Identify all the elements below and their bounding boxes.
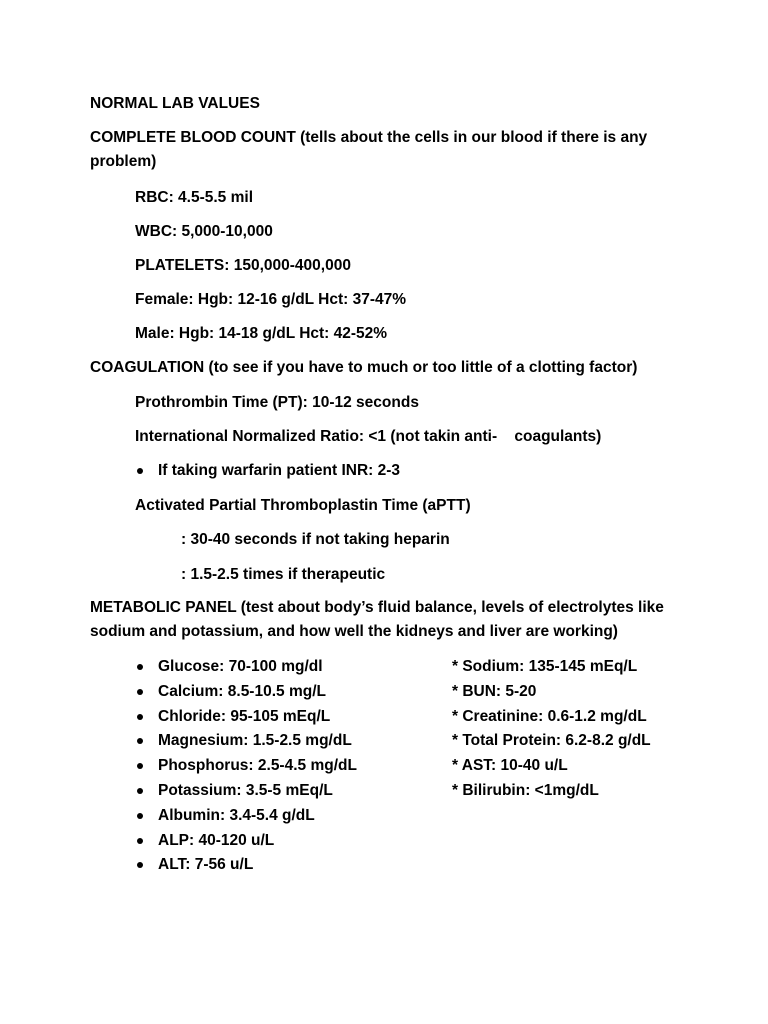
bullet-icon xyxy=(137,738,143,744)
list-item: * Sodium: 135-145 mEq/L xyxy=(452,658,638,675)
bullet-icon xyxy=(137,714,143,720)
list-item: ALP: 40-120 u/L xyxy=(90,830,450,855)
cbc-heading: COMPLETE BLOOD COUNT (tells about the cells in our blood if there is any problem) xyxy=(90,129,648,170)
coag-pt: Prothrombin Time (PT): 10-12 seconds xyxy=(135,394,419,411)
cbc-item-wbc: WBC: 5,000-10,000 xyxy=(135,223,273,240)
list-item: Potassium: 3.5-5 mEq/L xyxy=(90,780,450,805)
bullet-icon xyxy=(137,862,143,868)
list-item: * AST: 10-40 u/L xyxy=(452,757,568,775)
bullet-icon xyxy=(137,664,143,670)
metabolic-left-list xyxy=(90,656,450,879)
cbc-item-platelets: PLATELETS: 150,000-400,000 xyxy=(135,257,351,274)
bullet-icon xyxy=(137,838,143,844)
coag-inr: International Normalized Ratio: <1 (not takin anti- coagulants) xyxy=(135,428,602,445)
list-item: Calcium: 8.5-10.5 mg/L xyxy=(90,681,450,706)
coag-aptt-value-2: : 1.5-2.5 times if therapeutic xyxy=(181,566,386,583)
bullet-icon xyxy=(137,468,143,474)
list-item: * Creatinine: 0.6-1.2 mg/dL xyxy=(452,707,647,725)
list-item: Glucose: 70-100 mg/dl xyxy=(90,656,450,681)
list-item: Magnesium: 1.5-2.5 mg/dL xyxy=(90,730,450,755)
coag-aptt-value-1: : 30-40 seconds if not taking heparin xyxy=(181,531,450,548)
coagulation-heading: COAGULATION (to see if you have to much or too little of a clotting factor) xyxy=(90,359,638,376)
list-item: Chloride: 95-105 mEq/L xyxy=(90,706,450,731)
bullet-icon xyxy=(137,689,143,695)
metabolic-heading: METABOLIC PANEL (test about body’s fluid balance, levels of electrolytes like sodium and potassium, and how well the kidneys and liver are working) xyxy=(90,599,664,640)
bullet-icon xyxy=(137,813,143,819)
list-item: ALT: 7-56 u/L xyxy=(90,854,450,879)
list-item: Albumin: 3.4-5.4 g/dL xyxy=(90,805,450,830)
cbc-item-rbc: RBC: 4.5-5.5 mil xyxy=(135,189,254,206)
list-item: * BUN: 5-20 xyxy=(452,682,537,700)
bullet-icon xyxy=(137,788,143,794)
list-item: Phosphorus: 2.5-4.5 mg/dL xyxy=(90,755,450,780)
cbc-item-female: Female: Hgb: 12-16 g/dL Hct: 37-47% xyxy=(135,291,407,308)
document-title: NORMAL LAB VALUES xyxy=(90,95,260,112)
list-item: * Bilirubin: <1mg/dL xyxy=(452,781,599,799)
metabolic-right-list xyxy=(452,656,752,805)
cbc-item-male: Male: Hgb: 14-18 g/dL Hct: 42-52% xyxy=(135,325,388,342)
coag-warfarin-text: If taking warfarin patient INR: 2-3 xyxy=(158,462,401,479)
list-item: * Total Protein: 6.2-8.2 g/dL xyxy=(452,732,651,750)
bullet-icon xyxy=(137,763,143,769)
coag-aptt: Activated Partial Thromboplastin Time (aPTT) xyxy=(135,497,471,514)
